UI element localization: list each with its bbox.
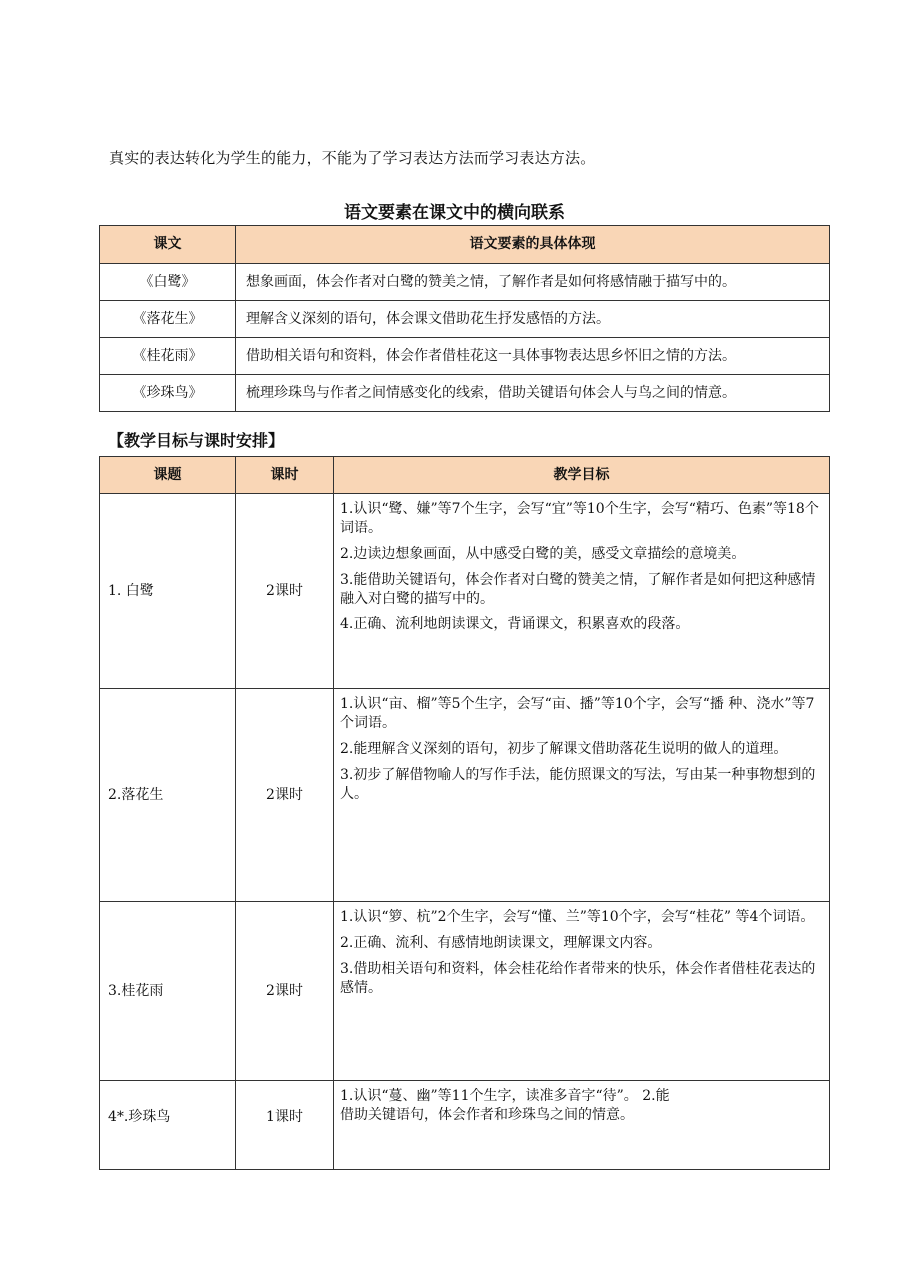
hours-cell: 2课时 bbox=[236, 689, 334, 902]
hours-cell: 2课时 bbox=[236, 494, 334, 689]
goals-cell bbox=[334, 902, 830, 1081]
desc-cell: 梳理珍珠鸟与作者之间情感变化的线索，借助关键语句体会人与鸟之间的情意。 bbox=[236, 375, 830, 412]
header-embodiment: 语文要素的具体体现 bbox=[236, 226, 830, 264]
section-title: 【教学目标与课时安排】 bbox=[108, 431, 285, 450]
goal-item: 2.正确、流利、有感情地朗读课文，理解课文内容。 bbox=[340, 934, 662, 951]
table-row bbox=[100, 264, 830, 301]
hours-cell: 2课时 bbox=[236, 902, 334, 1081]
goal-item: 3.初步了解借物喻人的写作手法，能仿照课文的写法，写由某一种事物想到的人。 bbox=[340, 766, 816, 802]
table-row bbox=[100, 375, 830, 412]
desc-cell: 理解含义深刻的语句，体会课文借助花生抒发感悟的方法。 bbox=[236, 301, 830, 338]
element-linkage-table bbox=[99, 225, 830, 412]
teaching-goals-table bbox=[99, 456, 830, 1170]
topic-cell: 4*.珍珠鸟 bbox=[100, 1081, 236, 1170]
header-topic: 课题 bbox=[100, 457, 236, 494]
topic-cell: 1. 白鹭 bbox=[100, 494, 236, 689]
goal-item: 3.能借助关键语句，体会作者对白鹭的赞美之情，了解作者是如何把这种感情融入对白鹭的描写中的。 bbox=[340, 571, 816, 607]
hours-cell: 1课时 bbox=[236, 1081, 334, 1170]
goal-item: 1.认识“亩、榴”等5个生字，会写“亩、播”等10个字，会写“播 种、浇水”等7个词语。 bbox=[340, 696, 815, 731]
intro-paragraph: 真实的表达转化为学生的能力，不能为了学习表达方法而学习表达方法。 bbox=[109, 149, 596, 167]
goal-item: 1.认识“蔓、幽”等11个生字，读准多音字“待”。 2.能借助关键语句，体会作者和珍珠鸟之间的情意。 bbox=[340, 1088, 670, 1123]
course-cell: 《珍珠鸟》 bbox=[100, 375, 236, 412]
table-row bbox=[100, 301, 830, 338]
header-course: 课文 bbox=[100, 226, 236, 264]
header-goals: 教学目标 bbox=[334, 457, 830, 494]
course-cell: 《白鹭》 bbox=[100, 264, 236, 301]
desc-cell: 想象画面，体会作者对白鹭的赞美之情，了解作者是如何将感情融于描写中的。 bbox=[236, 264, 830, 301]
goals-cell bbox=[334, 1081, 830, 1170]
goal-item: 2.能理解含义深刻的语句，初步了解课文借助落花生说明的做人的道理。 bbox=[340, 740, 788, 757]
course-cell: 《落花生》 bbox=[100, 301, 236, 338]
desc-cell: 借助相关语句和资料，体会作者借桂花这一具体事物表达思乡怀旧之情的方法。 bbox=[236, 338, 830, 375]
goal-item: 4.正确、流利地朗读课文，背诵课文，积累喜欢的段落。 bbox=[340, 616, 690, 633]
table-row bbox=[100, 902, 830, 1081]
goal-item: 1.认识“鹭、嫌”等7个生字，会写“宜”等10个生字，会写“精巧、色素”等18个词语。 bbox=[340, 501, 819, 536]
goal-item: 2.边读边想象画面，从中感受白鹭的美，感受文章描绘的意境美。 bbox=[340, 545, 746, 562]
table-row bbox=[100, 338, 830, 375]
goal-item: 3.借助相关语句和资料，体会桂花给作者带来的快乐，体会作者借桂花表达的感情。 bbox=[340, 960, 816, 996]
table-row bbox=[100, 494, 830, 689]
header-hours: 课时 bbox=[236, 457, 334, 494]
topic-cell: 3.桂花雨 bbox=[100, 902, 236, 1081]
table1-title: 语文要素在课文中的横向联系 bbox=[344, 203, 565, 223]
table-header-row bbox=[100, 457, 830, 494]
goals-cell bbox=[334, 494, 830, 689]
table-row bbox=[100, 1081, 830, 1170]
goals-cell bbox=[334, 689, 830, 902]
table-row bbox=[100, 689, 830, 902]
goal-item: 1.认识“箩、杭”2个生字，会写“懂、兰”等10个字，会写“桂花” 等4个词语。 bbox=[340, 909, 815, 925]
table-header-row bbox=[100, 226, 830, 264]
course-cell: 《桂花雨》 bbox=[100, 338, 236, 375]
topic-cell: 2.落花生 bbox=[100, 689, 236, 902]
